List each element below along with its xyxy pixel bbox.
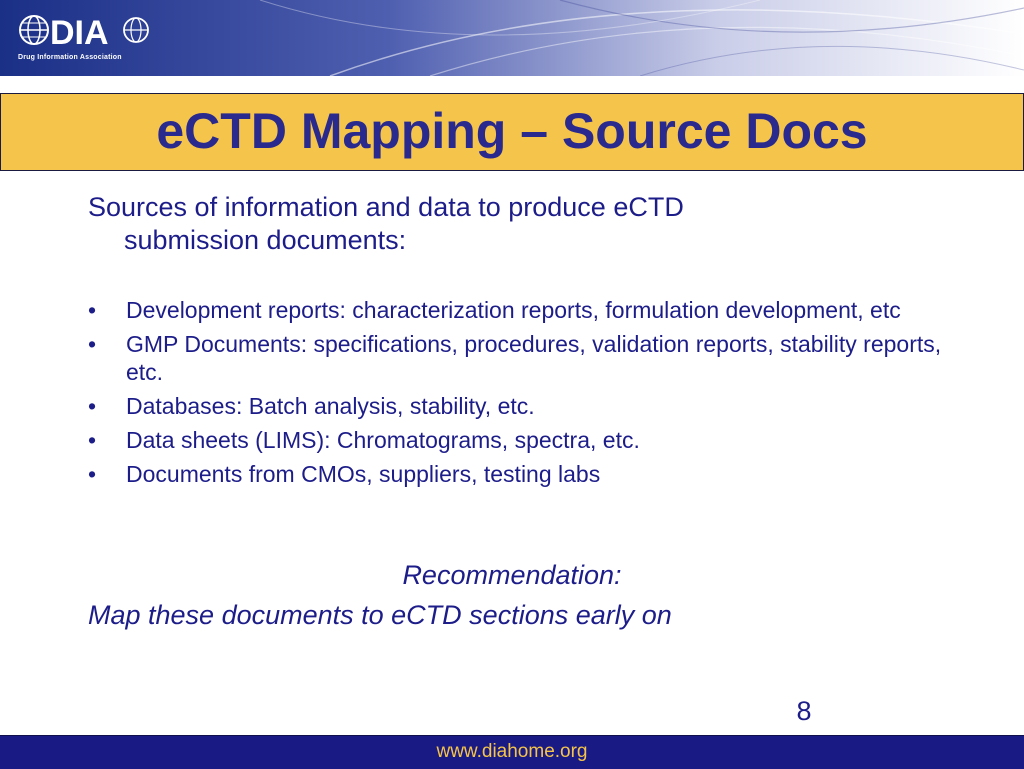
bullet-item bbox=[88, 296, 948, 324]
logo-subtitle: Drug Information Association bbox=[18, 54, 122, 61]
bullet-text: Documents from CMOs, suppliers, testing labs bbox=[126, 461, 601, 487]
bullet-text: Databases: Batch analysis, stability, etc. bbox=[126, 393, 535, 419]
bullet-list bbox=[88, 296, 948, 494]
svg-text:DIA: DIA bbox=[50, 14, 109, 52]
bullet-item bbox=[88, 460, 948, 488]
intro-line-1: Sources of information and data to produce eCTD bbox=[88, 192, 684, 222]
bullet-text: GMP Documents: specifications, procedures, validation reports, stability reports, etc. bbox=[126, 331, 942, 385]
bullet-item bbox=[88, 426, 948, 454]
footer-url-link[interactable]: www.diahome.org bbox=[436, 741, 588, 762]
recommendation-text: Map these documents to eCTD sections early on bbox=[88, 600, 672, 630]
bullet-item bbox=[88, 330, 948, 386]
globe-icon bbox=[8, 6, 158, 54]
bullet-icon: • bbox=[88, 393, 97, 419]
bullet-icon: • bbox=[88, 297, 97, 323]
header-band bbox=[0, 0, 1024, 76]
bullet-icon: • bbox=[88, 331, 97, 357]
bullet-text: Data sheets (LIMS): Chromatograms, spectra, etc. bbox=[126, 427, 640, 453]
bullet-item bbox=[88, 392, 948, 420]
intro-text bbox=[88, 191, 888, 257]
footer-bar bbox=[0, 735, 1024, 769]
bullet-icon: • bbox=[88, 427, 97, 453]
intro-line-2: submission documents: bbox=[124, 225, 407, 255]
title-bar bbox=[0, 93, 1024, 171]
bullet-text: Development reports: characterization reports, formulation development, etc bbox=[126, 297, 901, 323]
recommendation-label: Recommendation: bbox=[402, 560, 622, 590]
slide-title: eCTD Mapping – Source Docs bbox=[156, 103, 868, 159]
dia-logo bbox=[8, 6, 158, 66]
bullet-icon: • bbox=[88, 461, 97, 487]
page-number: 8 bbox=[796, 696, 812, 726]
